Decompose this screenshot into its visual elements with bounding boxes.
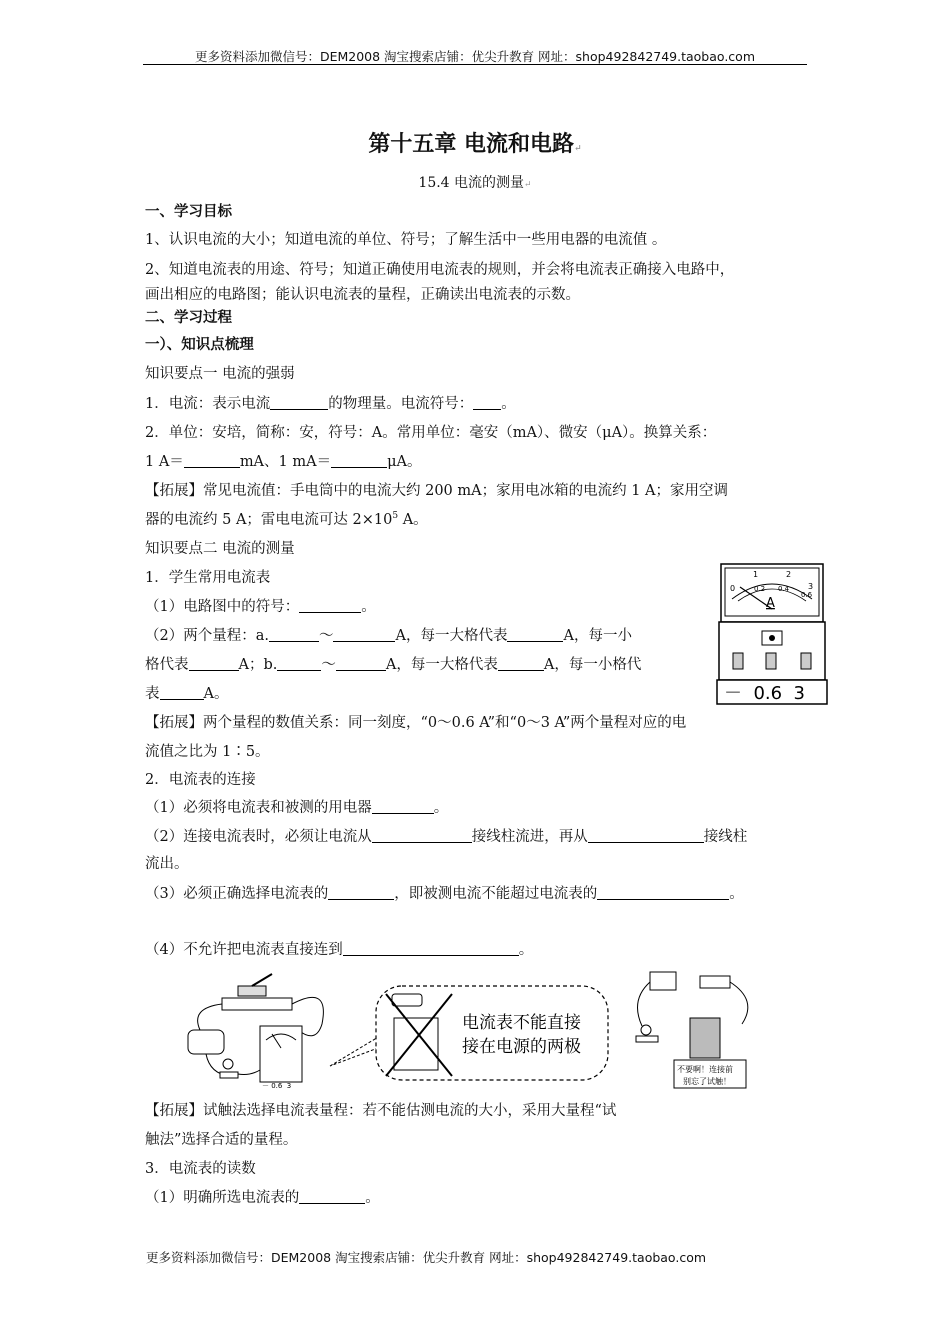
bubble-text-line-2: 接在电源的两极 [462, 1037, 581, 1057]
goal-2-line-2: 画出相应的电路图；能认识电流表的量程，正确读出电流表的示数。 [145, 287, 580, 303]
blank [277, 656, 321, 672]
blank [184, 453, 240, 469]
current-definition: 1．电流：表示电流 的物理量。电流符号： 。 [145, 396, 516, 412]
ammeter-ranges-line-1: （2）两个量程：a. ～ A，每一大格代表 A，每一小 [145, 628, 632, 644]
connection-rule-2-cont: 流出。 [145, 856, 189, 872]
warning-text-line-2: 别忘了试触！ [683, 1077, 731, 1086]
goal-2-line-1: 2、知道电流表的用途、符号；知道正确使用电流表的规则，并会将电流表正确接入电路中， [145, 262, 735, 278]
meter-small-tick-04: 0.4 [778, 585, 790, 593]
extension-3-line-2: 触法”选择合适的量程。 [145, 1132, 298, 1148]
meter-tick-0: 0 [730, 584, 736, 593]
current-units: 2．单位：安培，简称：安，符号：A。常用单位：毫安（mA）、微安（μA）。换算关系： [145, 425, 717, 441]
blank [372, 828, 472, 844]
blank [333, 627, 395, 643]
meter-tick-1: 1 [753, 570, 759, 579]
meter-terminal-labels: － 0.6 3 [724, 683, 805, 704]
blank [473, 395, 501, 411]
ammeter-symbol: （1）电路图中的符号： 。 [145, 599, 376, 615]
blank [160, 685, 204, 701]
ammeter-ranges-line-2: 格代表 A；b. ～ A，每一大格代表 A，每一小格代 [145, 657, 642, 673]
page-header: 更多资料添加微信号：DEM2008 淘宝搜索店铺：优尖升教育 网址：shop492842749.taobao.com [194, 49, 756, 64]
warning-text-line-1: 不要啊！连接前 [677, 1065, 733, 1074]
connection-rule-4: （4）不允许把电流表直接连到 。 [145, 942, 534, 958]
blank [498, 656, 544, 672]
learning-process-heading: 二、学习过程 [145, 309, 232, 326]
blank [328, 885, 394, 901]
header-rule [143, 64, 807, 65]
bubble-text-line-1: 电流表不能直接 [462, 1013, 581, 1033]
knowledge-review-heading: 一）、知识点梳理 [145, 336, 254, 353]
blank [189, 656, 239, 672]
small-meter-terminals: － 0.6 3 [262, 1082, 292, 1090]
blank [588, 828, 704, 844]
ammeter-ranges-line-3: 表 A。 [145, 686, 229, 702]
reading-rule-1: （1）明确所选电流表的 。 [145, 1190, 380, 1206]
knowledge-point-2-title: 知识要点二 电流的测量 [145, 541, 295, 557]
blank [336, 656, 386, 672]
meter-label-a: A [766, 596, 775, 611]
blank [270, 395, 328, 411]
extension-2-line-2: 流值之比为 1∶5。 [145, 744, 270, 760]
extension-3-line-1: 【拓展】试触法选择电流表量程：若不能估测电流的大小，采用大量程“试 [145, 1103, 617, 1119]
learning-goals-heading: 一、学习目标 [145, 203, 232, 220]
blank [299, 598, 361, 614]
blank [507, 627, 563, 643]
blank [269, 627, 319, 643]
chapter-title: 第十五章 电流和电路↵ [368, 131, 582, 157]
extension-1-line-1: 【拓展】常见电流值：手电筒中的电流大约 200 mA；家用电冰箱的电流约 1 A；家用空调 [145, 483, 729, 499]
connection-heading: 2．电流表的连接 [145, 772, 256, 788]
meter-small-tick-06: 0.6 [801, 591, 813, 599]
blank [299, 1189, 365, 1205]
meter-tick-2: 2 [786, 570, 792, 579]
blank [331, 453, 387, 469]
goal-1: 1、认识电流的大小；知道电流的单位、符号；了解生活中一些用电器的电流值 。 [145, 232, 667, 248]
meter-small-tick-02: 0.2 [754, 585, 766, 593]
extension-1-line-2: 器的电流约 5 A；雷电电流可达 $2\times 10^5$ A。 [145, 511, 428, 528]
connection-rule-2: （2）连接电流表时，必须让电流从 接线柱流进，再从 接线柱 [145, 829, 748, 845]
blank [372, 799, 434, 815]
blank [597, 885, 729, 901]
ammeter-figure [716, 561, 828, 705]
page-footer: 更多资料添加微信号：DEM2008 淘宝搜索店铺：优尖升教育 网址：shop492842749.taobao.com [146, 1250, 707, 1265]
extension-2-line-1: 【拓展】两个量程的数值关系：同一刻度，“0～0.6 A”和“0～3 A”两个量程对应的电 [145, 715, 687, 731]
reading-heading: 3．电流表的读数 [145, 1161, 256, 1177]
meter-tick-3: 3 [808, 582, 814, 591]
ammeter-heading: 1．学生常用电流表 [145, 570, 271, 586]
knowledge-point-1-title: 知识要点一 电流的强弱 [145, 366, 295, 382]
section-subtitle: 15.4 电流的测量↵ [418, 175, 532, 191]
unit-conversion: 1 A＝ mA、1 mA＝ μA。 [145, 454, 422, 470]
circuit-figure [180, 964, 770, 1092]
connection-rule-1: （1）必须将电流表和被测的用电器 。 [145, 800, 449, 816]
blank [343, 941, 519, 957]
connection-rule-3: （3）必须正确选择电流表的 ，即被测电流不能超过电流表的 。 [145, 886, 744, 902]
